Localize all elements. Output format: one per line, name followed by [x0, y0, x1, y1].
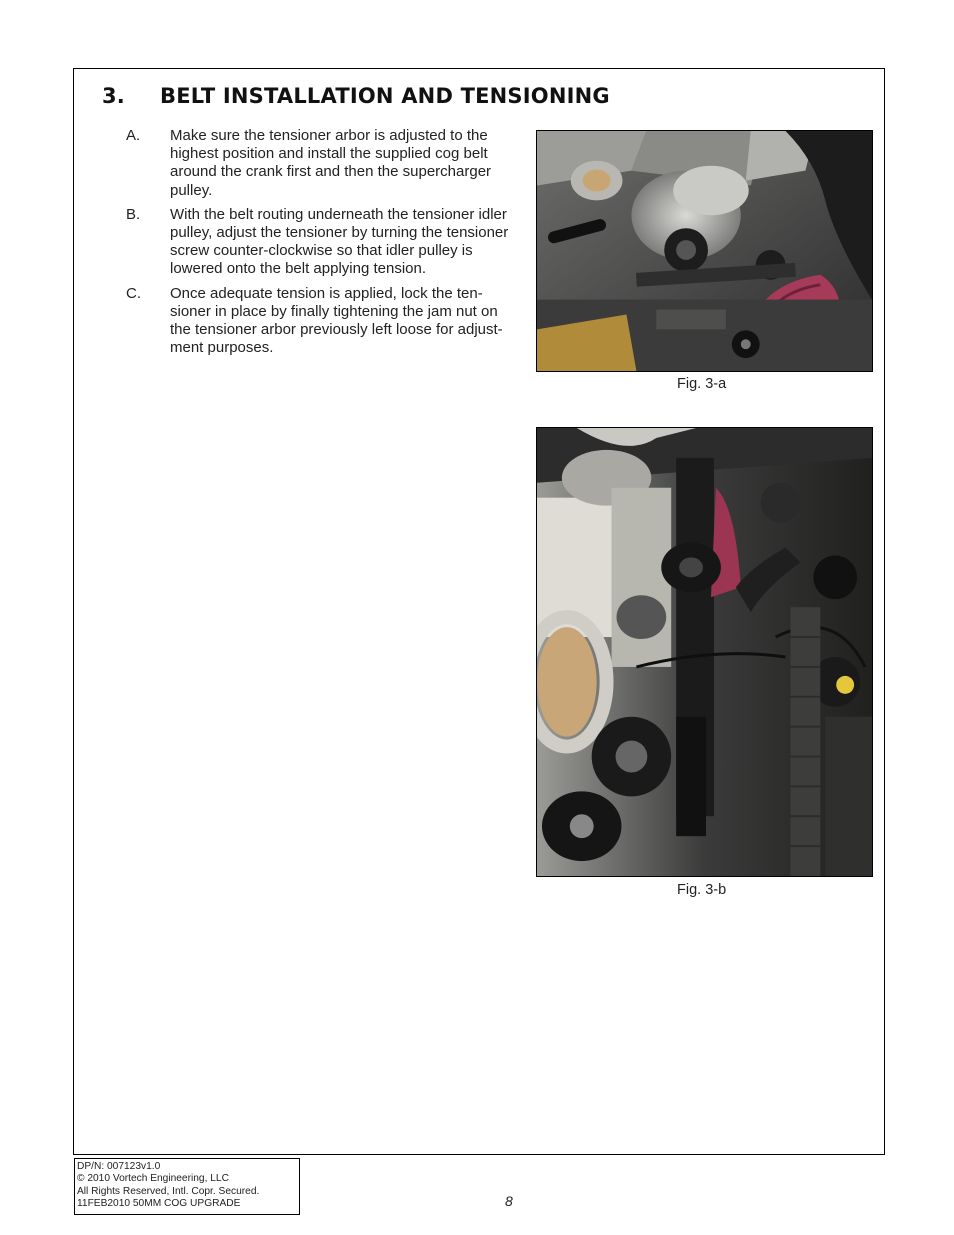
figure-3b-photo — [536, 427, 873, 877]
step-text: With the belt routing underneath the tensioner idler pulley, adjust the tensioner by turning the tensioner screw counter-clockwise so that idler pulley is lowered onto the belt applying tension. — [170, 205, 509, 278]
step-text: Make sure the tensioner arbor is adjusted to the highest position and install the supplied cog belt around the crank first and then the supercharger pulley. — [170, 127, 492, 199]
copyright-line: © 2010 Vortech Engineering, LLC — [77, 1173, 229, 1185]
instruction-step — [126, 285, 522, 358]
step-letter: A. — [126, 127, 141, 144]
section-number: 3. — [102, 84, 125, 108]
instruction-step — [126, 206, 522, 279]
page-number: 8 — [505, 1193, 513, 1209]
document-info-box — [74, 1158, 300, 1215]
figure-caption: Fig. 3-a — [677, 376, 727, 392]
figure-caption: Fig. 3-b — [677, 882, 727, 898]
section-title: BELT INSTALLATION AND TENSIONING — [160, 84, 610, 108]
step-text: Once adequate tension is applied, lock the ten-sioner in place by finally tightening the jam nut on the tensioner arbor previously left loose for adjust-ment purposes. — [170, 284, 503, 357]
figure-3a-photo — [536, 130, 873, 372]
part-number: DP/N: 007123v1.0 — [77, 1161, 161, 1172]
rights-line: All Rights Reserved, Intl. Copr. Secured. — [77, 1185, 260, 1197]
instruction-step — [126, 127, 522, 200]
section-heading — [102, 84, 610, 108]
document-code: 11FEB2010 50MM COG UPGRADE — [77, 1197, 241, 1209]
step-letter: C. — [126, 284, 141, 302]
instruction-list — [126, 127, 522, 363]
step-letter: B. — [126, 205, 141, 223]
